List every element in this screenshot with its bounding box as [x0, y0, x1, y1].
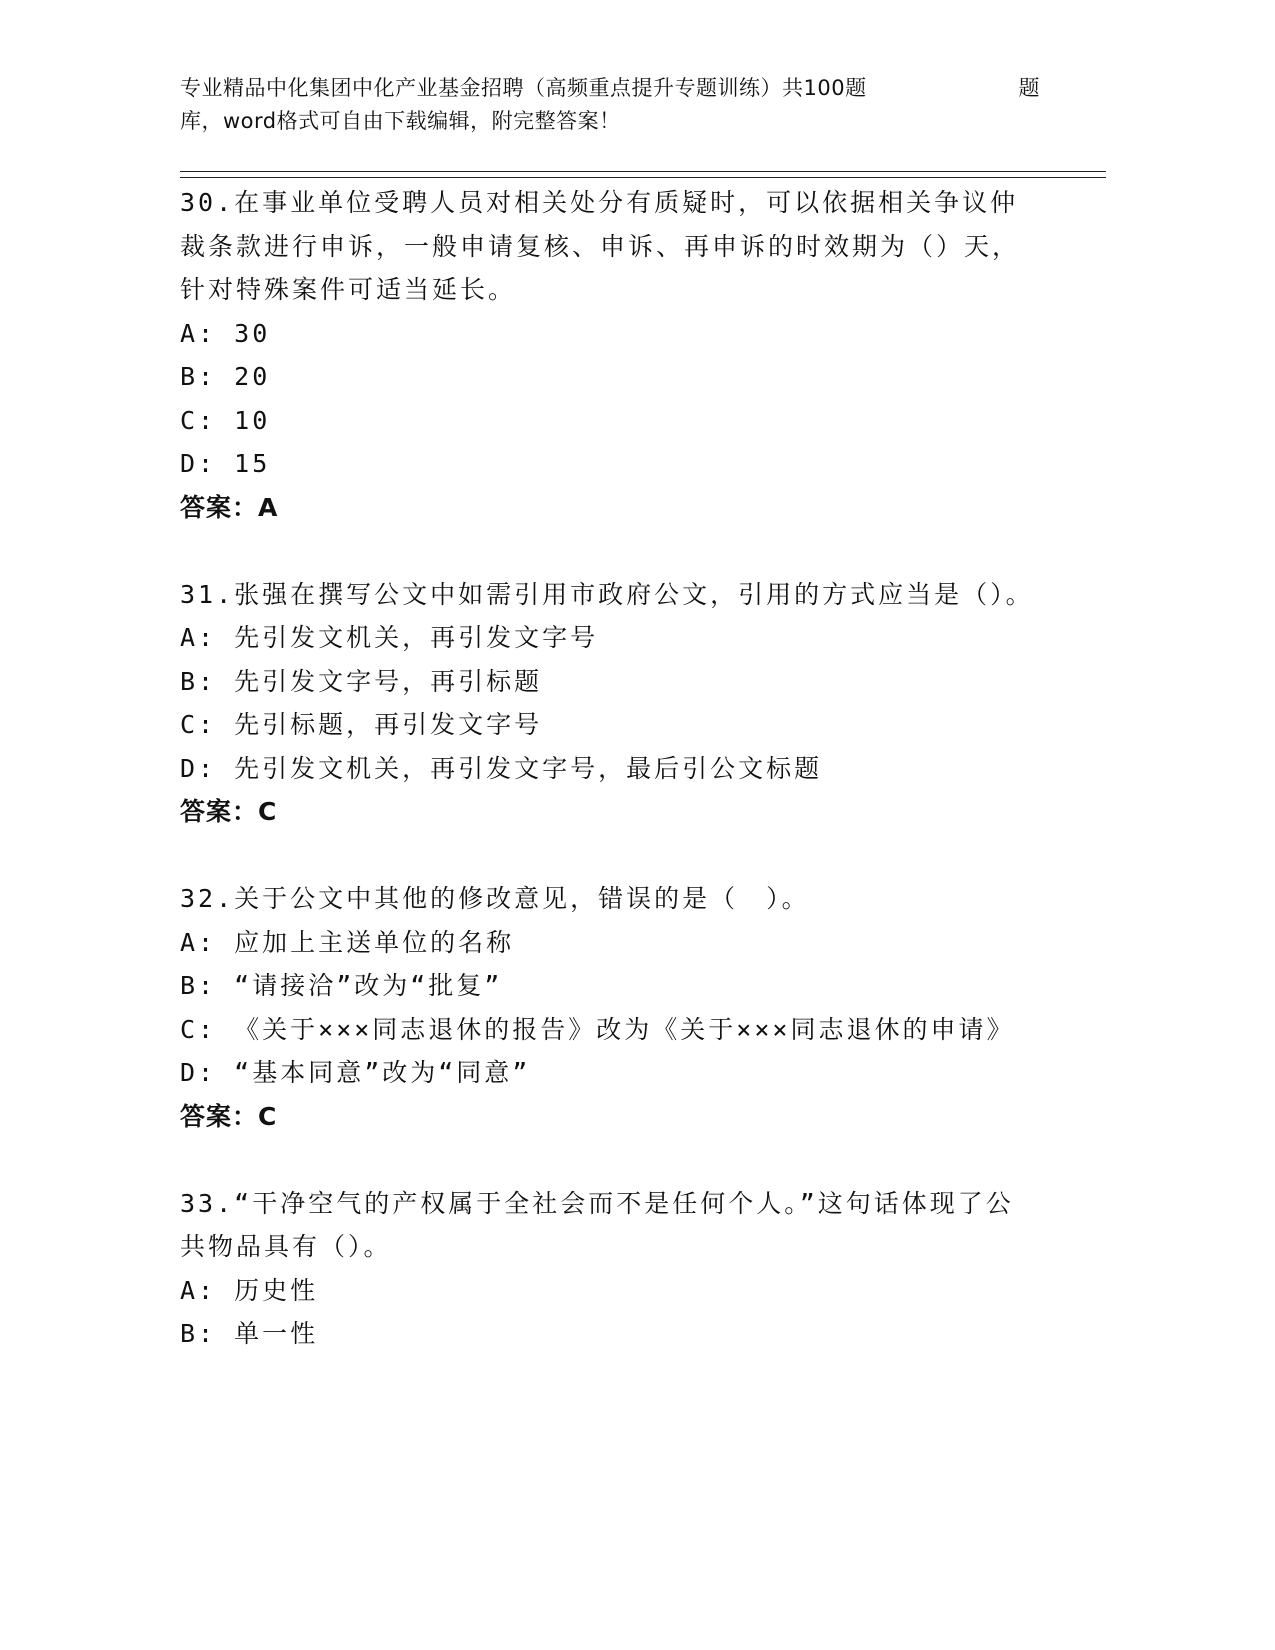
question-item: [180, 1182, 1040, 1356]
option-c: C: 先引标题，再引发文字号: [180, 710, 543, 739]
header-title-tail: 题: [1018, 76, 1040, 100]
header-title-text: 专业精品中化集团中化产业基金招聘（高频重点提升专题训练）共100题: [180, 76, 867, 100]
option-a: A: 先引发文机关，再引发文字号: [180, 623, 599, 652]
question-stem: 31.张强在撰写公文中如需引用市政府公文，引用的方式应当是（）。: [180, 579, 1034, 609]
answer-line: 答案：A: [180, 492, 279, 522]
question-item: [180, 181, 1040, 529]
question-item: [180, 573, 1040, 834]
option-b: B: 单一性: [180, 1319, 319, 1348]
question-item: [180, 877, 1040, 1138]
option-b: B: 先引发文字号，再引标题: [180, 666, 543, 696]
option-c: C: 《关于×××同志退休的报告》改为《关于×××同志退休的申请》: [180, 1014, 1015, 1044]
question-stem: 33.“干净空气的产权属于全社会而不是任何个人。”这句话体现了公共物品具有（）。: [180, 1188, 1014, 1261]
option-a: A: 历史性: [180, 1275, 319, 1305]
option-c: C: 10: [180, 405, 271, 435]
question-list: [180, 181, 1040, 1399]
option-d: D: “基本同意”改为“同意”: [180, 1058, 531, 1087]
header-divider-bottom: [180, 177, 1106, 178]
question-stem: 32.关于公文中其他的修改意见，错误的是（ ）。: [180, 884, 810, 913]
question-stem: 30.在事业单位受聘人员对相关处分有质疑时，可以依据相关争议仲裁条款进行申诉，一般申请复核、申诉、再申诉的时效期为（）天，针对特殊案件可适当延长。: [180, 188, 1021, 304]
option-d: D: 先引发文机关，再引发文字号，最后引公文标题: [180, 753, 823, 783]
option-a: A: 30: [180, 318, 271, 348]
option-b: B: “请接洽”改为“批复”: [180, 971, 503, 1000]
header-line-1: [180, 72, 1040, 105]
option-b: B: 20: [180, 362, 271, 391]
header-line-2: 库，word格式可自由下载编辑，附完整答案！: [180, 109, 621, 133]
answer-line: 答案：C: [180, 1101, 278, 1131]
answer-line: 答案：C: [180, 797, 278, 826]
document-header: [180, 72, 1040, 138]
header-divider-top: [180, 171, 1106, 172]
option-a: A: 应加上主送单位的名称: [180, 927, 515, 957]
option-d: D: 15: [180, 449, 271, 478]
